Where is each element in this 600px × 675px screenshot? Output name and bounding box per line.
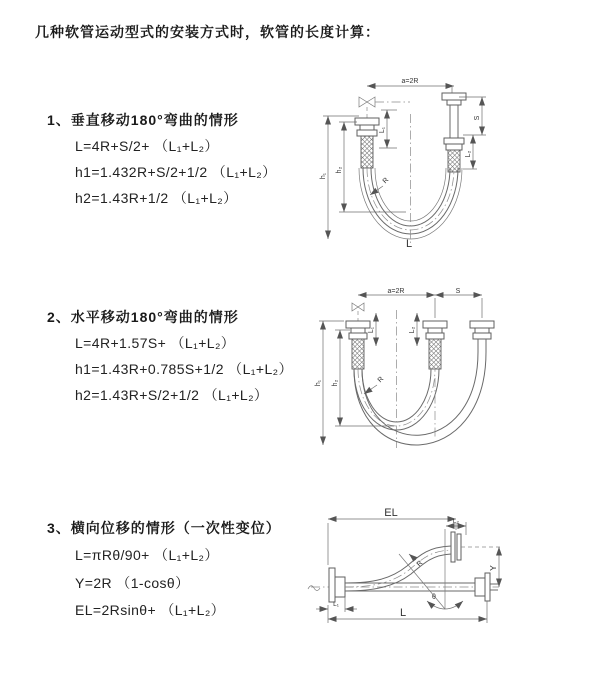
d2-dim-a-label: a=2R — [387, 288, 405, 295]
d3-dim-l1 — [316, 597, 357, 612]
d2-dim-h1 — [315, 321, 344, 445]
d2-valve-icon — [352, 303, 364, 321]
d3-raised-flange — [451, 532, 501, 562]
d2-hose-loop — [354, 310, 439, 448]
d1-dim-a-label: a=2R — [401, 78, 419, 85]
d2-dim-l2-label: L₂ — [409, 326, 416, 334]
d3-angle-label: θ — [432, 594, 436, 601]
d2-dim-h1-label: h₁ — [315, 379, 322, 387]
section3-heading: 3、横向位移的情形（一次性变位） — [47, 520, 281, 536]
d2-middle-fitting — [423, 321, 447, 369]
d3-hose-curve — [345, 546, 451, 591]
section1-formula-h1: h1=1.432R+S/2+1/2 （L₁+L₂） — [75, 164, 277, 180]
d3-dim-l1-label: L₁ — [333, 601, 339, 608]
section1-heading: 1、垂直移动180°弯曲的情形 — [47, 112, 239, 128]
d2-dim-l1 — [368, 313, 376, 346]
section2-formula-h1: h1=1.43R+0.785S+1/2 （L₁+L₂） — [75, 361, 293, 377]
d1-dim-s-label: S — [474, 115, 481, 121]
section1-formula-L: L=4R+S/2+ （L₁+L₂） — [75, 138, 219, 154]
section3-formula-Y: Y=2R （1-cosθ） — [75, 575, 190, 591]
d1-dim-h1 — [320, 116, 359, 239]
d3-left-flange — [329, 568, 345, 602]
d1-valve-icon — [359, 97, 410, 118]
d3-dim-el-label: EL — [384, 507, 398, 519]
d2-dim-l2 — [409, 313, 417, 346]
d1-dim-h1-label: h₁ — [320, 172, 327, 180]
d2-radius-label: R — [376, 375, 386, 385]
d2-dim-s — [435, 288, 482, 318]
d1-dim-a — [367, 78, 454, 93]
d2-right-fitting — [470, 321, 494, 352]
d1-right-fitting — [442, 93, 466, 172]
d3-dim-l-label: L — [399, 607, 407, 619]
d3-radius-label: R — [415, 559, 425, 569]
section2-formula-L: L=4R+1.57S+ （L₁+L₂） — [75, 335, 236, 351]
d1-dim-h2-label: h₂ — [336, 166, 343, 174]
section2-heading: 2、水平移动180°弯曲的情形 — [47, 309, 239, 325]
d2-hose-displaced — [354, 352, 486, 445]
d2-dim-h2-label: h₂ — [332, 379, 339, 387]
d1-dim-l1-label: L₁ — [379, 126, 386, 134]
d1-length-label: L — [406, 238, 413, 250]
d3-dim-y-label: Y — [488, 565, 498, 571]
d2-dim-l1-label: L₁ — [368, 326, 375, 334]
section3-formula-L: L=πRθ/90+ （L₁+L₂） — [75, 547, 219, 563]
d1-radius-label: R — [381, 176, 391, 186]
diagram-vertical-180-bend — [313, 72, 538, 254]
d3-radius-callout — [409, 554, 424, 568]
d1-dim-l1 — [379, 110, 397, 148]
page-title: 几种软管运动型式的安装方式时，软管的长度计算： — [35, 24, 380, 40]
d2-radius-callout — [364, 376, 385, 394]
section3-formula-EL: EL=2Rsinθ+ （L₁+L₂） — [75, 602, 226, 618]
section2-formula-h2: h2=1.43R+S/2+1/2 （L₁+L₂） — [75, 387, 269, 403]
d1-dim-s — [459, 97, 486, 135]
d2-left-fitting — [346, 321, 370, 369]
diagram-lateral-displacement — [303, 505, 558, 645]
d1-dim-l2-label: L₂ — [465, 150, 472, 158]
d2-dim-s-label: S — [455, 288, 461, 295]
section1-formula-h2: h2=1.43R+1/2 （L₁+L₂） — [75, 190, 238, 206]
d3-dim-l — [328, 601, 487, 623]
d1-left-fitting — [355, 118, 379, 168]
diagram-horizontal-180-bend — [310, 288, 540, 460]
d1-dim-l2 — [463, 135, 477, 169]
d2-dim-a — [358, 288, 435, 295]
d3-dim-l2-label: L₂ — [452, 518, 460, 525]
